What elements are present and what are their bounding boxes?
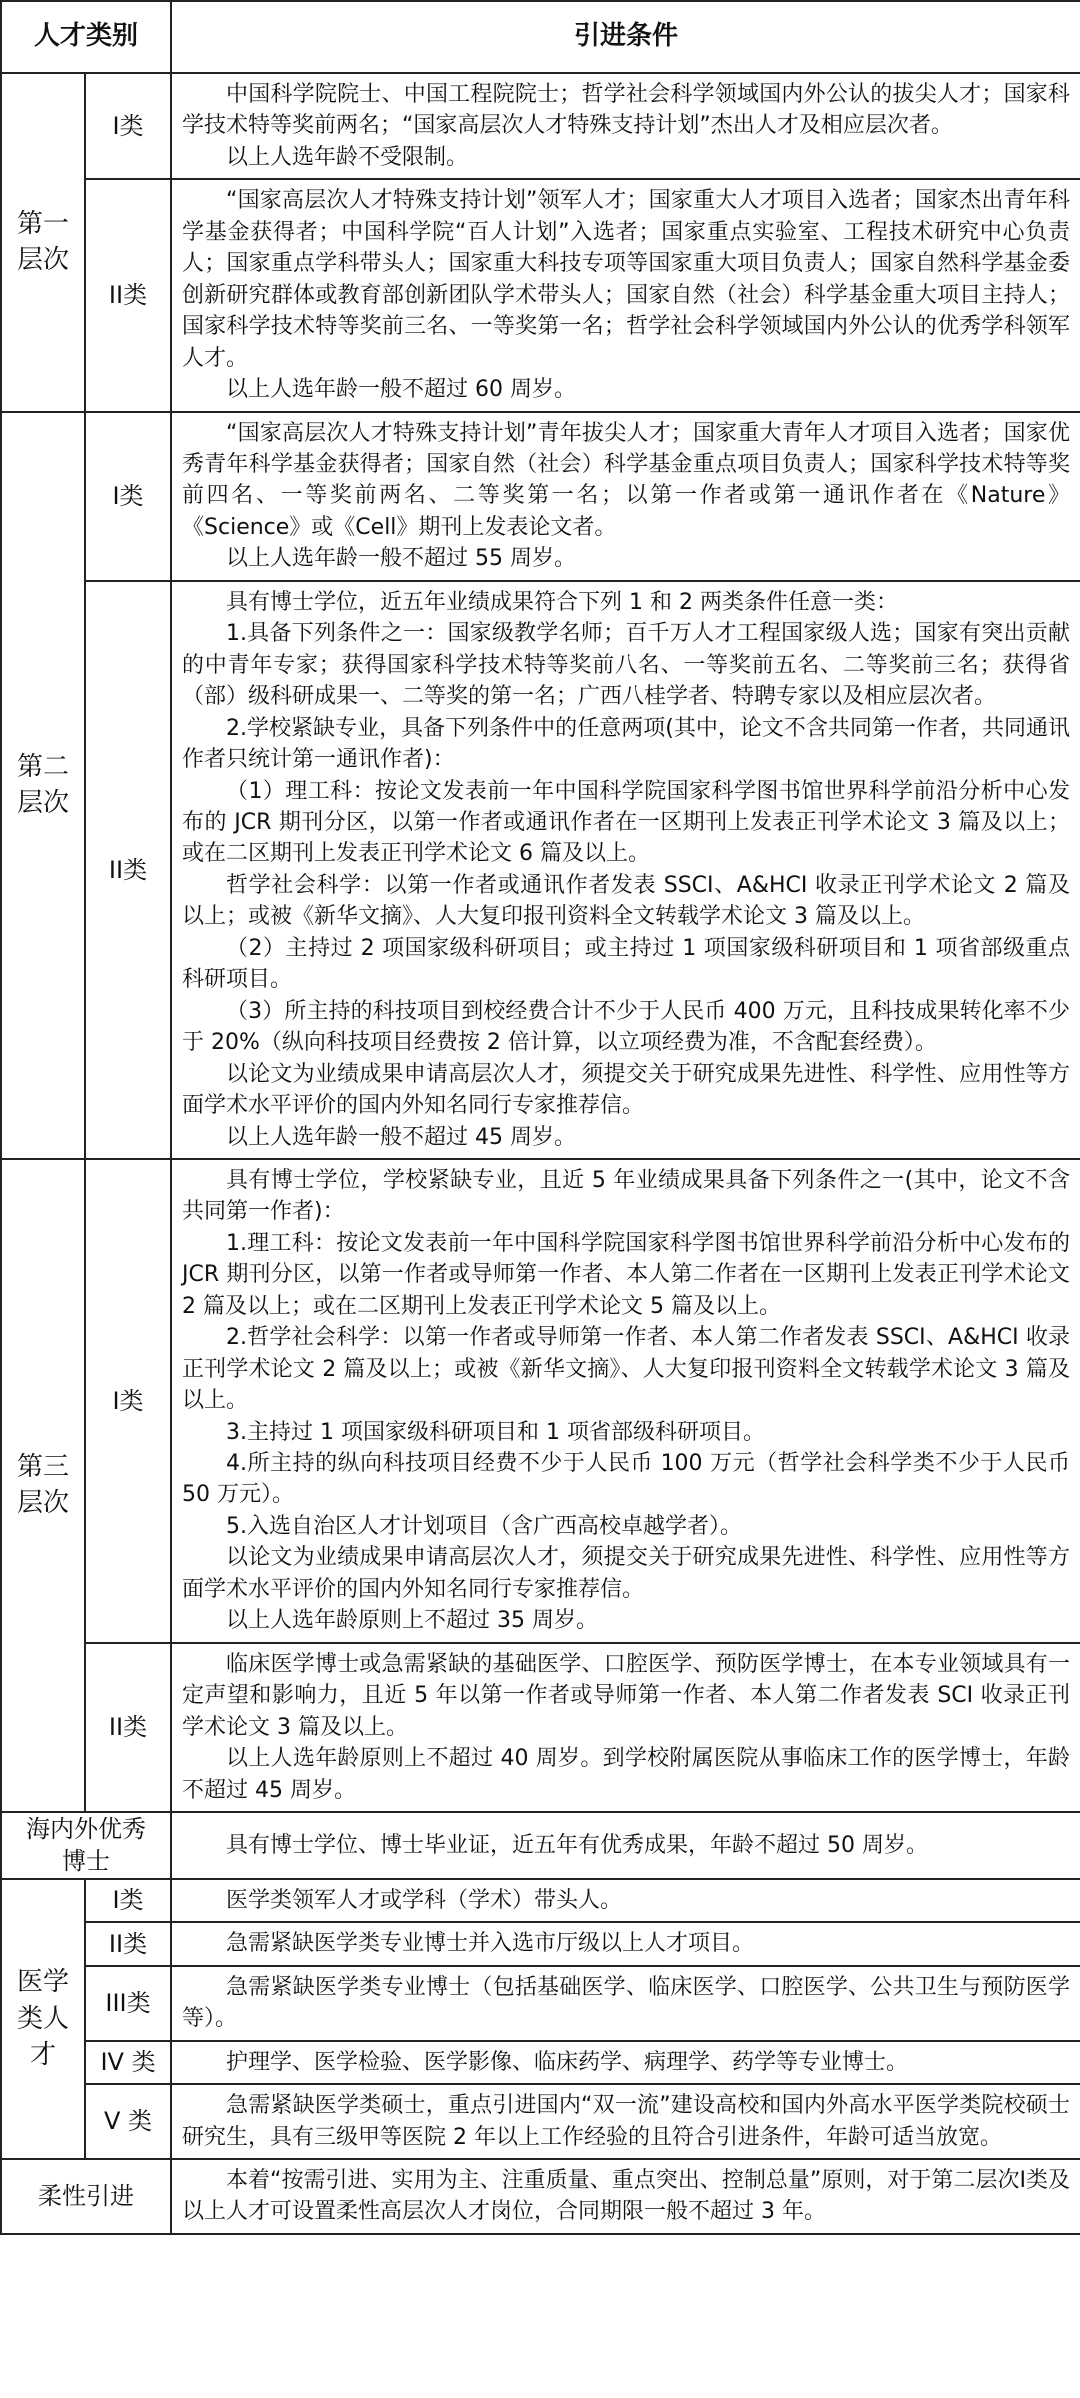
header-conditions: 引进条件	[171, 1, 1080, 73]
condition-paragraph: “国家高层次人才特殊支持计划”领军人才；国家重大人才项目入选者；国家杰出青年科学基金获得者；中国科学院“百人计划”入选者；国家重点实验室、工程技术研究中心负责人；国家重点学科带头人；国家重大科技专项等国家重大项目负责人；国家自然科学基金委创新研究群体或教育部创新团队学术带头人；国家自然（社会）科学基金重大项目主持人；国家科学技术特等奖前三名、一等奖第一名；哲学社会科学领域国内外公认的优秀学科领军人才。	[182, 188, 1071, 371]
level3-category	[1, 1159, 85, 1812]
level2-class2-conditions	[171, 581, 1080, 1159]
medical-class5-label: V 类	[85, 2084, 171, 2159]
condition-paragraph: 以上人选年龄一般不超过 45 周岁。	[226, 1124, 576, 1150]
medical-class4-row	[1, 2041, 1080, 2084]
header-row	[1, 1, 1080, 73]
condition-paragraph: 2.学校紧缺专业，具备下列条件中的任意两项(其中，论文不含共同第一作者，共同通讯作者只统计第一通讯作者)：	[182, 715, 1071, 773]
level1-class1-row	[1, 73, 1080, 179]
level1-class1-label: I类	[85, 73, 171, 179]
overseas-category	[1, 1812, 171, 1879]
condition-paragraph: 以论文为业绩成果申请高层次人才，须提交关于研究成果先进性、科学性、应用性等方面学术水平评价的国内外知名同行专家推荐信。	[182, 1061, 1071, 1119]
condition-paragraph: 以上人选年龄原则上不超过 40 周岁。到学校附属医院从事临床工作的医学博士，年龄不超过 45 周岁。	[182, 1746, 1071, 1803]
level2-class1-conditions	[171, 412, 1080, 581]
medical-name: 医学 类人 才	[16, 1967, 69, 2071]
condition-paragraph: 哲学社会科学：以第一作者或通讯作者发表 SSCI、A&HCI 收录正刊学术论文 2 篇及以上；或被《新华文摘》、人大复印报刊资料全文转载学术论文 3 篇及以上。	[182, 872, 1071, 930]
level1-category	[1, 73, 85, 412]
condition-paragraph: 1.理工科：按论文发表前一年中国科学院国家科学图书馆世界科学前沿分析中心发布的 JCR 期刊分区，以第一作者或导师第一作者、本人第二作者在一区期刊上发表正刊学术论文 2 篇及以上；或在二区期刊上发表正刊学术论文 5 篇及以上。	[182, 1230, 1071, 1319]
condition-paragraph: （3）所主持的科技项目到校经费合计不少于人民币 400 万元，且科技成果转化率不少于 20%（纵向科技项目经费按 2 倍计算，以立项经费为准，不含配套经费）。	[182, 998, 1071, 1056]
level1-name: 第一 层次	[16, 208, 69, 276]
condition-paragraph: 急需紧缺医学类专业博士并入选市厅级以上人才项目。	[226, 1931, 755, 1957]
condition-paragraph: “国家高层次人才特殊支持计划”青年拔尖人才；国家重大青年人才项目入选者；国家优秀青年科学基金获得者；国家自然（社会）科学基金重点项目负责人；国家科学技术特等奖前四名、一等奖前两名、二等奖第一名；以第一作者或第一通讯作者在《Nature》《Science》或《Cell》期刊上发表论文者。	[182, 420, 1071, 540]
condition-paragraph: 以上人选年龄原则上不超过 35 周岁。	[226, 1608, 598, 1634]
condition-paragraph: 护理学、医学检验、医学影像、临床药学、病理学、药学等专业博士。	[226, 2049, 909, 2075]
level1-class1-conditions	[171, 73, 1080, 179]
condition-paragraph: 以上人选年龄一般不超过 55 周岁。	[226, 546, 576, 572]
flexible-conditions	[171, 2159, 1080, 2234]
level2-category	[1, 412, 85, 1159]
flexible-category	[1, 2159, 171, 2234]
medical-class1-row	[1, 1879, 1080, 1922]
medical-class3-row	[1, 1966, 1080, 2041]
level1-class2-conditions	[171, 179, 1080, 411]
condition-paragraph: 临床医学博士或急需紧缺的基础医学、口腔医学、预防医学博士，在本专业领域具有一定声望和影响力，且近 5 年以第一作者或导师第一作者、本人第二作者发表 SCI 收录正刊学术论文 3 篇及以上。	[182, 1651, 1071, 1740]
condition-paragraph: （1）理工科：按论文发表前一年中国科学院国家科学图书馆世界科学前沿分析中心发布的 JCR 期刊分区，以第一作者或通讯作者在一区期刊上发表正刊学术论文 3 篇及以上；或在二区期刊上发表正刊学术论文 6 篇及以上。	[182, 778, 1071, 867]
level3-name: 第三 层次	[16, 1452, 69, 1519]
condition-paragraph: 具有博士学位，学校紧缺专业，且近 5 年业绩成果具备下列条件之一(其中，论文不含共同第一作者)：	[182, 1167, 1071, 1225]
overseas-row	[1, 1812, 1080, 1879]
level3-class2-label: II类	[85, 1643, 171, 1812]
level1-class2-label: II类	[85, 179, 171, 411]
condition-paragraph: 具有博士学位、博士毕业证，近五年有优秀成果，年龄不超过 50 周岁。	[226, 1832, 928, 1858]
level2-class2-row	[1, 581, 1080, 1159]
level2-class1-label: I类	[85, 412, 171, 581]
medical-class4-conditions	[171, 2041, 1080, 2084]
medical-class4-label: IV 类	[85, 2041, 171, 2084]
medical-class2-row	[1, 1922, 1080, 1965]
condition-paragraph: 具有博士学位，近五年业绩成果符合下列 1 和 2 两类条件任意一类：	[226, 589, 898, 615]
condition-paragraph: 1.具备下列条件之一：国家级教学名师；百千万人才工程国家级人选；国家有突出贡献的中青年专家；获得国家科学技术特等奖前八名、一等奖前五名、二等奖前三名；获得省（部）级科研成果一、二等奖的第一名；广西八桂学者、特聘专家以及相应层次者。	[182, 621, 1071, 710]
condition-paragraph: 5.入选自治区人才计划项目（含广西高校卓越学者）。	[226, 1513, 743, 1539]
condition-paragraph: 急需紧缺医学类硕士，重点引进国内“双一流”建设高校和国内外高水平医学类院校硕士研究生，具有三级甲等医院 2 年以上工作经验的且符合引进条件，年龄可适当放宽。	[182, 2093, 1071, 2150]
medical-class3-label: III类	[85, 1966, 171, 2041]
level3-class1-conditions	[171, 1159, 1080, 1643]
condition-paragraph: 4.所主持的纵向科技项目经费不少于人民币 100 万元（哲学社会科学类不少于人民币 50 万元）。	[182, 1451, 1071, 1508]
flexible-name: 柔性引进	[38, 2182, 134, 2211]
condition-paragraph: 以上人选年龄一般不超过 60 周岁。	[226, 377, 576, 403]
condition-paragraph: 中国科学院院士、中国工程院院士；哲学社会科学领域国内外公认的拔尖人才；国家科学技术特等奖前两名；“国家高层次人才特殊支持计划”杰出人才及相应层次者。	[182, 82, 1071, 139]
level3-class1-label: I类	[85, 1159, 171, 1643]
condition-paragraph: 3.主持过 1 项国家级科研项目和 1 项省部级科研项目。	[226, 1419, 765, 1445]
medical-class1-conditions	[171, 1879, 1080, 1922]
condition-paragraph: 2.哲学社会科学：以第一作者或导师第一作者、本人第二作者发表 SSCI、A&HCI 收录正刊学术论文 2 篇及以上；或被《新华文摘》、人大复印报刊资料全文转载学术论文 3 篇及以上。	[182, 1325, 1071, 1414]
overseas-conditions	[171, 1812, 1080, 1879]
level2-class1-row	[1, 412, 1080, 581]
condition-paragraph: 医学类领军人才或学科（学术）带头人。	[226, 1887, 623, 1913]
level2-class2-label: II类	[85, 581, 171, 1159]
condition-paragraph: 以上人选年龄不受限制。	[226, 144, 469, 170]
medical-class5-row	[1, 2084, 1080, 2159]
condition-paragraph: 本着“按需引进、实用为主、注重质量、重点突出、控制总量”原则，对于第二层次I类及以上人才可设置柔性高层次人才岗位，合同期限一般不超过 3 年。	[182, 2167, 1071, 2225]
level3-class2-row	[1, 1643, 1080, 1812]
level3-class2-conditions	[171, 1643, 1080, 1812]
medical-class5-conditions	[171, 2084, 1080, 2159]
level1-class2-row	[1, 179, 1080, 411]
condition-paragraph: （2）主持过 2 项国家级科研项目；或主持过 1 项国家级科研项目和 1 项省部级重点科研项目。	[182, 935, 1071, 993]
flexible-row	[1, 2159, 1080, 2234]
overseas-name: 海内外优秀 博士	[26, 1815, 146, 1876]
medical-class3-conditions	[171, 1966, 1080, 2041]
medical-class1-label: I类	[85, 1879, 171, 1922]
medical-class2-label: II类	[85, 1922, 171, 1965]
medical-class2-conditions	[171, 1922, 1080, 1965]
medical-category	[1, 1879, 85, 2159]
header-category: 人才类别	[1, 1, 171, 73]
condition-paragraph: 以论文为业绩成果申请高层次人才，须提交关于研究成果先进性、科学性、应用性等方面学术水平评价的国内外知名同行专家推荐信。	[182, 1545, 1071, 1602]
condition-paragraph: 急需紧缺医学类专业博士（包括基础医学、临床医学、口腔医学、公共卫生与预防医学等）。	[182, 1974, 1071, 2032]
level3-class1-row	[1, 1159, 1080, 1643]
level2-name: 第二 层次	[16, 751, 69, 819]
